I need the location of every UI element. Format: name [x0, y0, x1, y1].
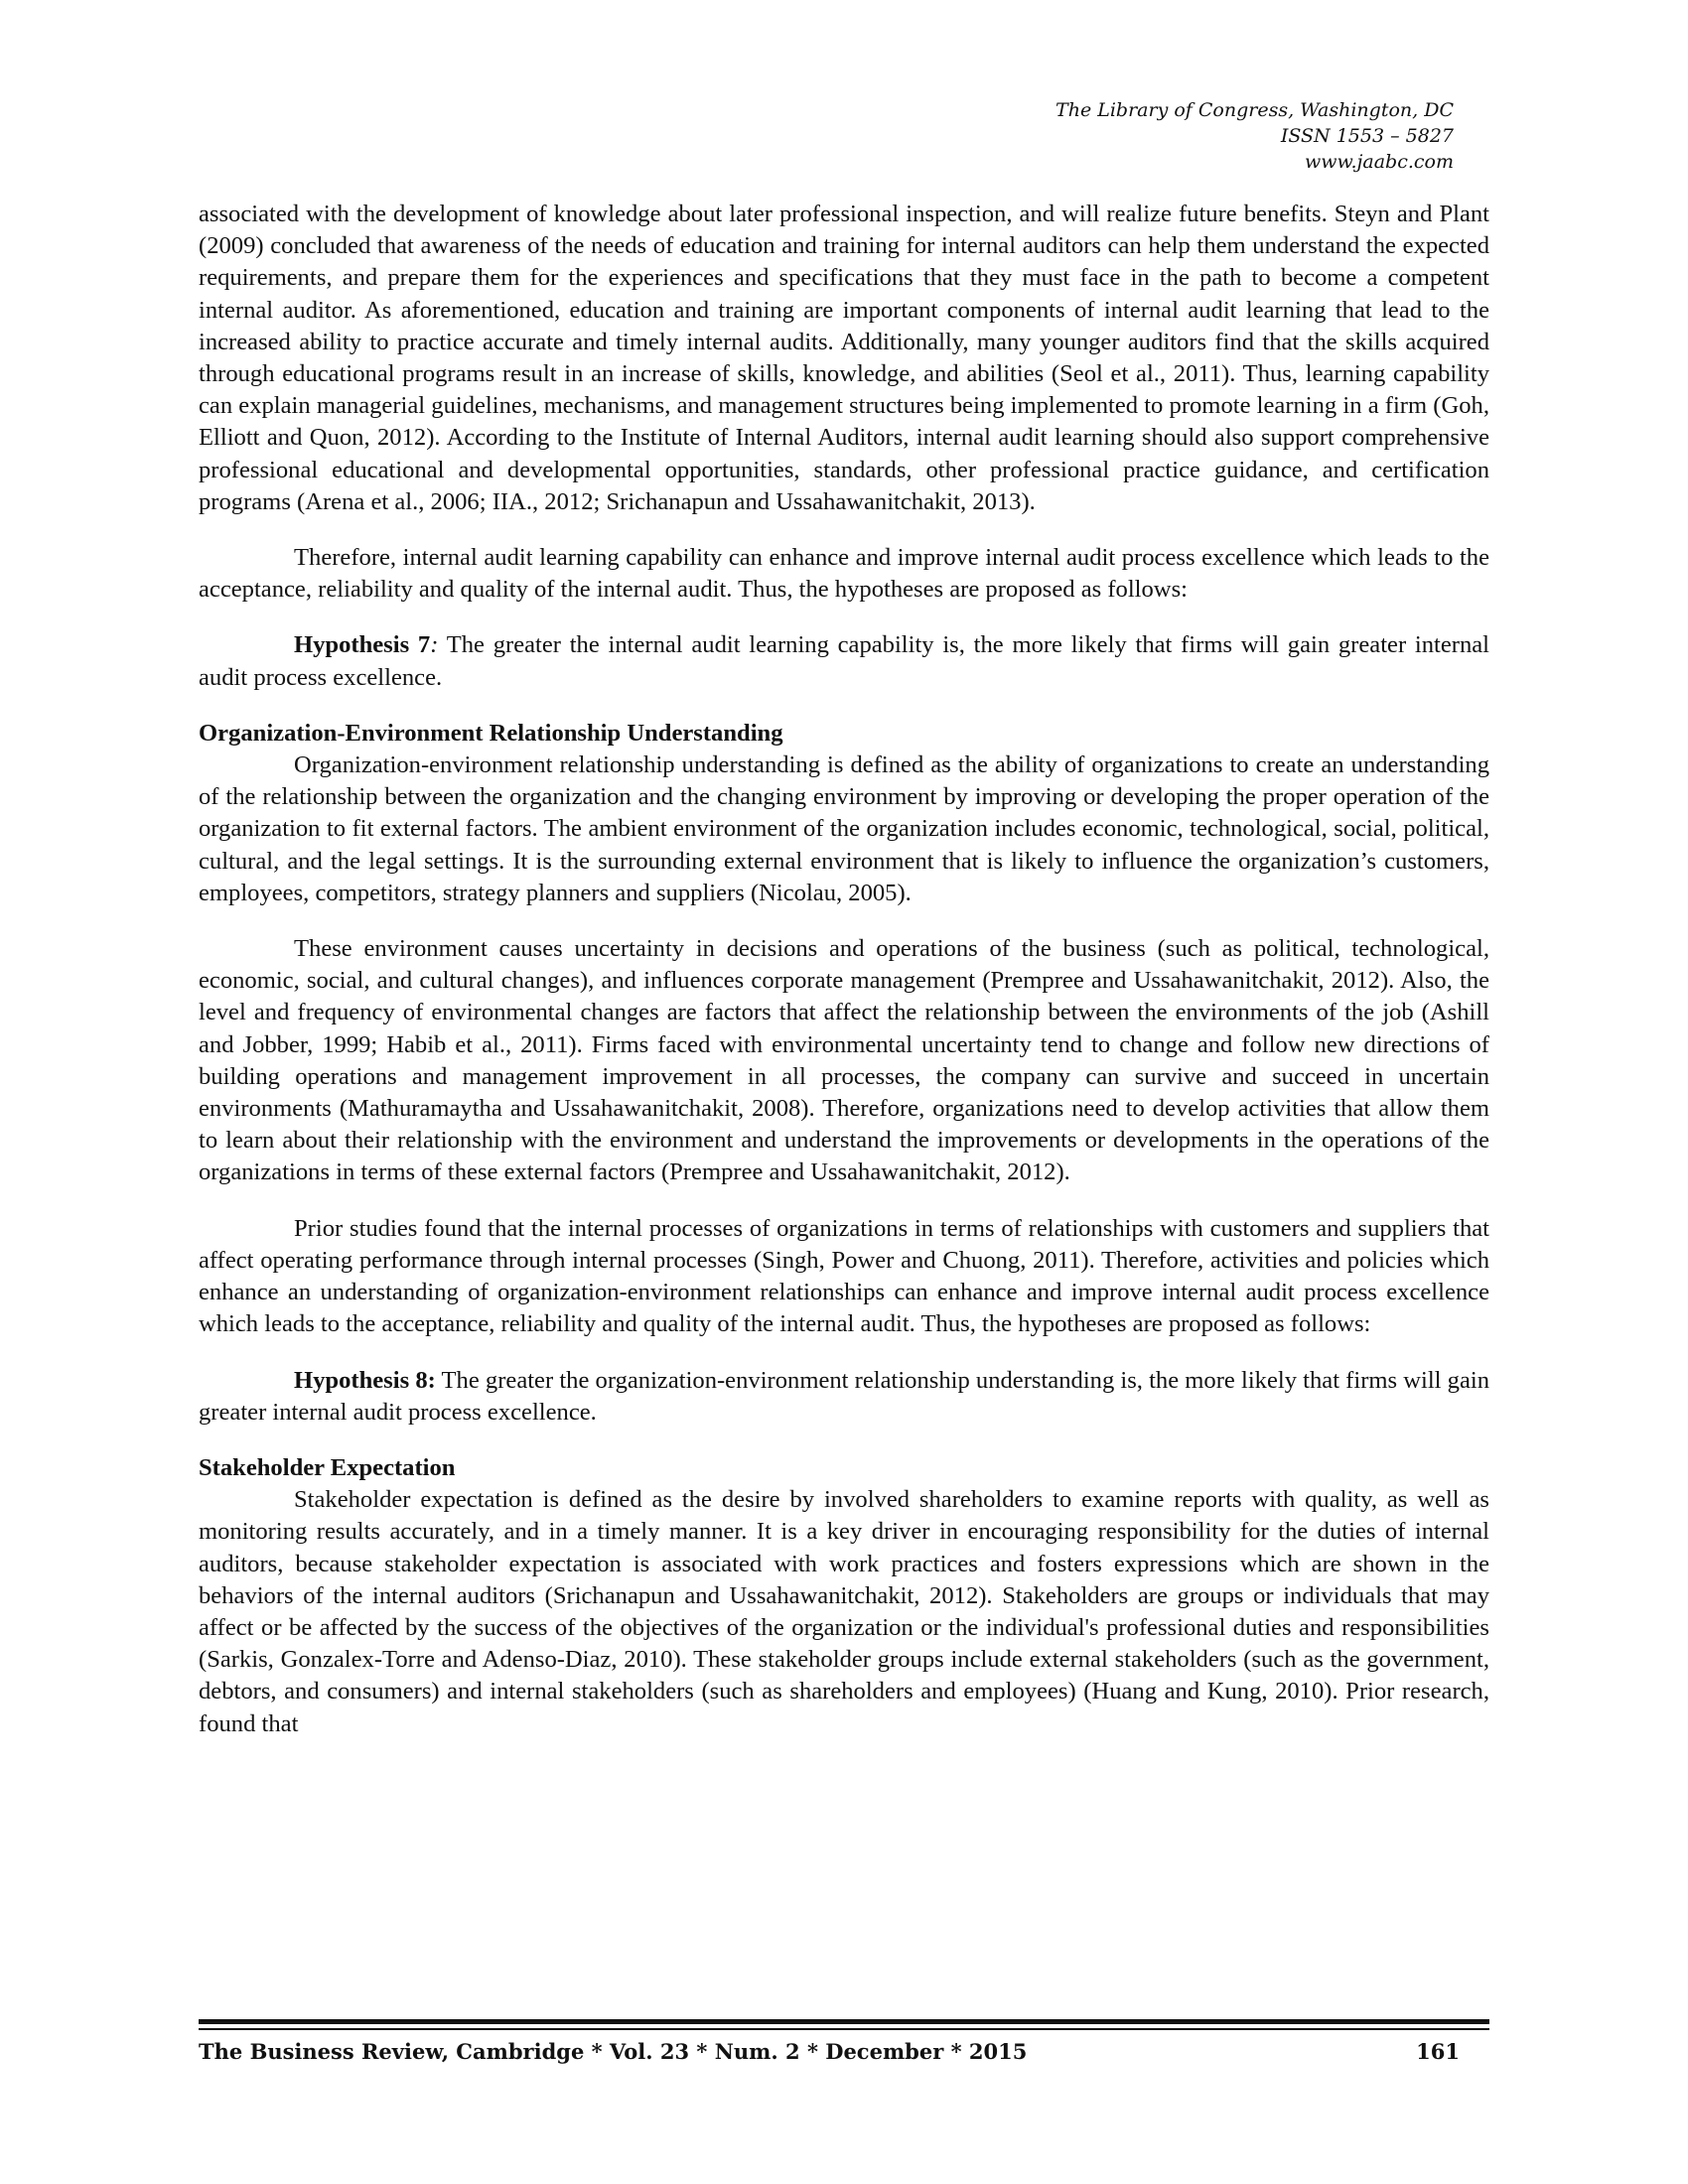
running-header	[1055, 97, 1454, 175]
footer-rule-thin	[199, 2028, 1489, 2030]
paragraph-therefore: Therefore, internal audit learning capability can enhance and improve internal audit process excellence which leads to the acceptance, reliability and quality of the internal audit. Thus, the hypotheses are proposed as follows:	[199, 544, 1489, 604]
footer-rule-thick	[199, 2019, 1489, 2024]
hypothesis-8	[199, 1365, 1489, 1429]
hypothesis-7-label: Hypothesis 7	[294, 631, 431, 659]
header-library-line: The Library of Congress, Washington, DC	[1055, 99, 1454, 121]
footer-journal-citation: The Business Review, Cambridge * Vol. 23 * Num. 2 * December * 2015	[199, 2039, 1028, 2064]
paragraph-continued: associated with the development of knowledge about later professional inspection, and will realize future benefits. Steyn and Plant (2009) concluded that awareness of the needs of education and training for internal auditors can help them understand the expected requirements, and prepare them for the experiences and specifications that they must face in the path to become a competent internal auditor. As aforementioned, education and training are important components of internal audit learning that lead to the increased ability to practice accurate and timely internal audits. Additionally, many younger auditors find that the skills acquired through educational programs result in an increase of skills, knowledge, and abilities (Seol et al., 2011). Thus, learning capability can explain managerial guidelines, mechanisms, and management structures being implemented to promote learning in a firm (Goh, Elliott and Quon, 2012). According to the Institute of Internal Auditors, internal audit learning should also support comprehensive professional educational and developmental opportunities, standards, other professional practice guidance, and certification programs (Arena et al., 2006; IIA., 2012; Srichanapun and Ussahawanitchakit, 2013).	[199, 201, 1489, 515]
hypothesis-8-label: Hypothesis 8:	[294, 1366, 436, 1394]
section-heading-stakeholder: Stakeholder Expectation	[199, 1453, 456, 1481]
paragraph-stakeholder-definition: Stakeholder expectation is defined as the desire by involved shareholders to examine reports with quality, as well as monitoring results accurately, and in a timely manner. It is a key driver in encouraging responsibility for the duties of internal auditors, because stakeholder expectation is associated with work practices and fosters expressions which are shown in the behaviors of the internal auditors (Srichanapun and Ussahawanitchakit, 2012). Stakeholders are groups or individuals that may affect or be affected by the success of the objectives of the organization or the individual's professional duties and responsibilities (Sarkis, Gonzalex-Torre and Adenso-Diaz, 2010). These stakeholder groups include external stakeholders (such as the government, debtors, and consumers) and internal stakeholders (such as shareholders and employees) (Huang and Kung, 2010). Prior research, found that	[199, 1486, 1489, 1737]
hypothesis-7	[199, 629, 1489, 693]
article-body	[199, 199, 1489, 1740]
paragraph-environment-uncertainty: These environment causes uncertainty in decisions and operations of the business (such as political, technological, economic, social, and cultural changes), and influences corporate management (Prempree and Ussahawanitchakit, 2012). Also, the level and frequency of environmental changes are factors that affect the relationship between the environments of the job (Ashill and Jobber, 1999; Habib et al., 2011). Firms faced with environmental uncertainty tend to change and follow new directions of building operations and management improvement in all processes, the company can survive and succeed in uncertain environments (Mathuramaytha and Ussahawanitchakit, 2008). Therefore, organizations need to develop activities that allow them to learn about their relationship with the environment and understand the improvements or developments in the operations of the organizations in terms of these external factors (Prempree and Ussahawanitchakit, 2012).	[199, 935, 1489, 1186]
hypothesis-7-text: The greater the internal audit learning capability is, the more likely that firms will gain greater internal audit process excellence.	[199, 631, 1489, 691]
hypothesis-7-colon: :	[430, 631, 439, 659]
paragraph-org-env-definition: Organization-environment relationship understanding is defined as the ability of organizations to create an understanding of the relationship between the organization and the changing environment by improving or developing the proper operation of the organization to fit external factors. The ambient environment of the organization includes economic, technological, social, political, cultural, and the legal settings. It is the surrounding external environment that is likely to influence the organization’s customers, employees, competitors, strategy planners and suppliers (Nicolau, 2005).	[199, 751, 1489, 906]
page-number: 161	[1416, 2039, 1460, 2064]
hypothesis-8-text: The greater the organization-environment relationship understanding is, the more likely that firms will gain greater internal audit process excellence.	[199, 1366, 1490, 1426]
paragraph-prior-studies: Prior studies found that the internal processes of organizations in terms of relationships with customers and suppliers that affect operating performance through internal processes (Singh, Power and Chuong, 2011). Therefore, activities and policies which enhance an understanding of organization-environment relationships can enhance and improve internal audit process excellence which leads to the acceptance, reliability and quality of the internal audit. Thus, the hypotheses are proposed as follows:	[199, 1214, 1489, 1338]
header-issn-line: ISSN 1553 – 5827	[1280, 125, 1454, 147]
header-website-line: www.jaabc.com	[1304, 151, 1454, 173]
section-heading-org-env: Organization-Environment Relationship Understanding	[199, 719, 783, 747]
